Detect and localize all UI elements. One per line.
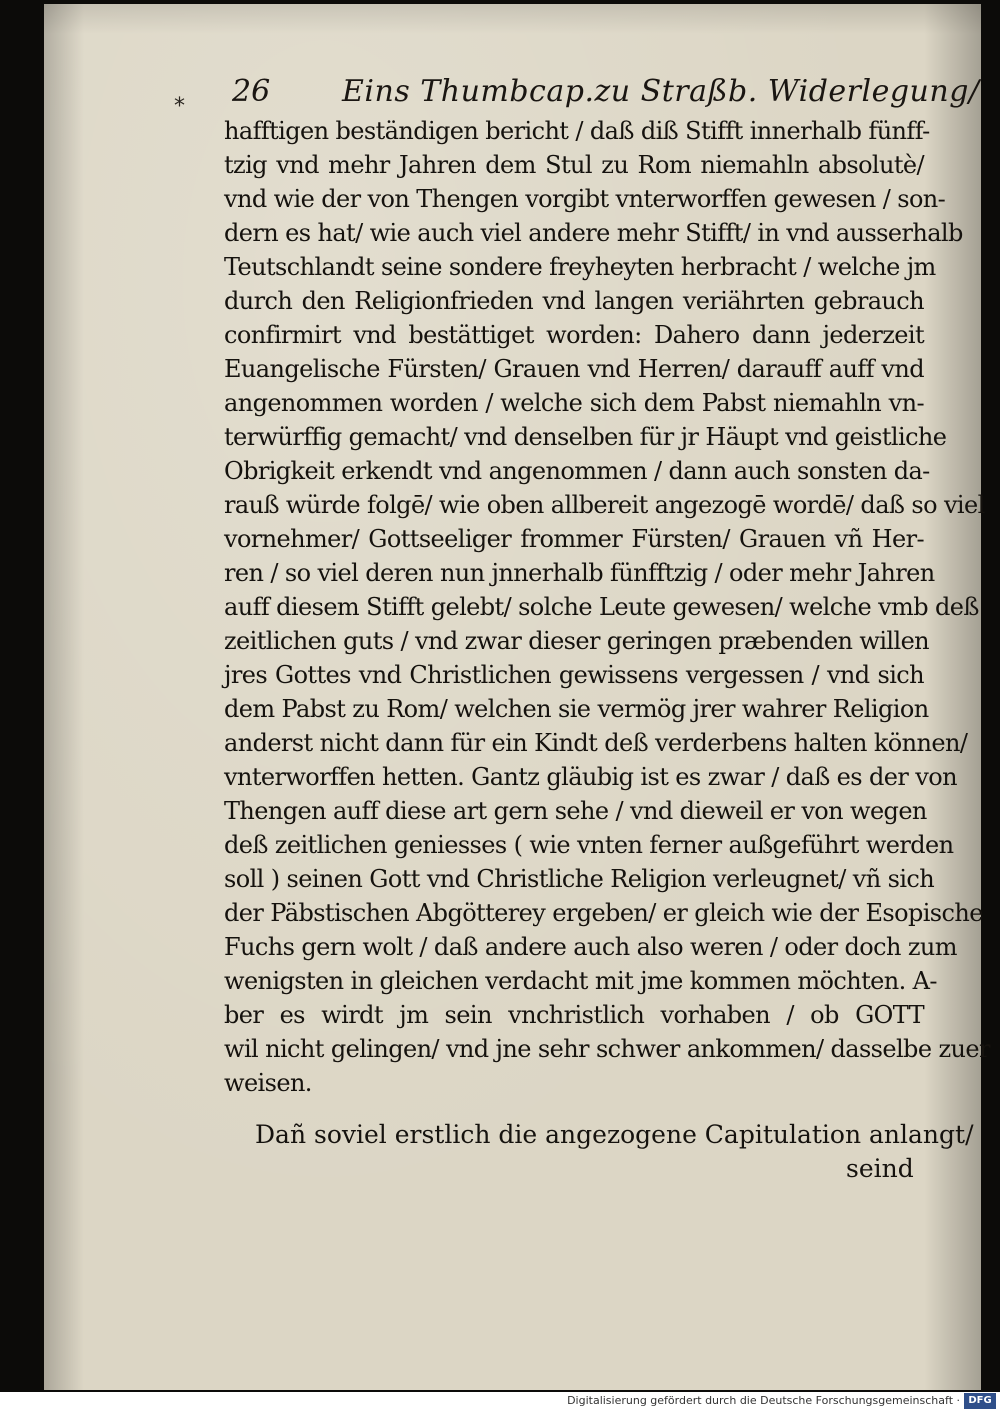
text-line: dem Pabst zu Rom/ welchen sie vermög jrer wahrer Religion	[224, 695, 929, 723]
text-line: vnd wie der von Thengen vorgibt vnterworffen gewesen / son-	[224, 185, 946, 213]
text-line: Thengen auff diese art gern sehe / vnd dieweil er von wegen	[224, 797, 927, 825]
text-line: auff diesem Stifft gelebt/ solche Leute gewesen/ welche vmb deß	[224, 593, 979, 621]
text-line: ber es wirdt jm sein vnchristlich vorhaben / ob GOTT	[224, 1001, 924, 1029]
footer-bar	[0, 1392, 1000, 1412]
text-line: Teutschlandt seine sondere freyheyten herbracht / welche jm	[224, 253, 936, 281]
text-line: wenigsten in gleichen verdacht mit jme kommen möchten. A-	[224, 967, 937, 995]
text-line: vornehmer/ Gottseeliger frommer Fürsten/ Grauen vñ Her-	[224, 525, 924, 553]
text-line: wil nicht gelingen/ vnd jne sehr schwer ankommen/ dasselbe zuer	[224, 1035, 990, 1063]
dfg-logo: DFG	[964, 1393, 996, 1409]
text-line: Euangelische Fürsten/ Grauen vnd Herren/ darauff auff vnd	[224, 355, 924, 383]
body-text	[224, 114, 990, 1100]
footer-credit: Digitalisierung gefördert durch die Deutsche Forschungsgemeinschaft ·	[567, 1394, 960, 1407]
page-header	[232, 74, 980, 114]
catchword: seind	[846, 1154, 914, 1183]
text-line: Obrigkeit erkendt vnd angenommen / dann auch sonsten da-	[224, 457, 930, 485]
text-line: vnterworffen hetten. Gantz gläubig ist es zwar / daß es der von	[224, 763, 957, 791]
text-line: anderst nicht dann für ein Kindt deß verderbens halten können/	[224, 729, 968, 757]
text-line: hafftigen beständigen bericht / daß diß Stifft innerhalb fünff-	[224, 117, 930, 145]
text-line: confirmirt vnd bestättiget worden: Dahero dann jederzeit	[224, 321, 924, 349]
text-line: soll ) seinen Gott vnd Christliche Religion verleugnet/ vñ sich	[224, 865, 935, 893]
text-line: zeitlichen guts / vnd zwar dieser geringen præbenden willen	[224, 627, 930, 655]
running-head: Eins Thumbcap.zu Straßb. Widerlegung/	[342, 74, 980, 109]
text-line: deß zeitlichen geniesses ( wie vnten ferner außgeführt werden	[224, 831, 954, 859]
text-line: jres Gottes vnd Christlichen gewissens vergessen / vnd sich	[224, 661, 924, 689]
text-line: terwürffig gemacht/ vnd denselben für jr Häupt vnd geistliche	[224, 423, 947, 451]
text-line: der Päbstischen Abgötterey ergeben/ er gleich wie der Esopische	[224, 899, 983, 927]
text-line: durch den Religionfrieden vnd langen veriährten gebrauch	[224, 287, 924, 315]
text-line: ren / so viel deren nun jnnerhalb fünfftzig / oder mehr Jahren	[224, 559, 935, 587]
text-line: tzig vnd mehr Jahren dem Stul zu Rom niemahln absolutè/	[224, 151, 924, 179]
text-line: rauß würde folgē/ wie oben allbereit angezogē wordē/ daß so viel	[224, 491, 985, 519]
text-line: angenommen worden / welche sich dem Pabst niemahln vn-	[224, 389, 924, 417]
paragraph-opening: Dañ soviel erstlich die angezogene Capitulation anlangt/	[255, 1120, 974, 1149]
asterisk-mark: *	[174, 94, 185, 119]
text-line: dern es hat/ wie auch viel andere mehr Stifft/ in vnd ausserhalb	[224, 219, 963, 247]
text-line: weisen.	[224, 1069, 312, 1097]
text-line: Fuchs gern wolt / daß andere auch also weren / oder doch zum	[224, 933, 957, 961]
page-number: 26	[232, 74, 271, 109]
